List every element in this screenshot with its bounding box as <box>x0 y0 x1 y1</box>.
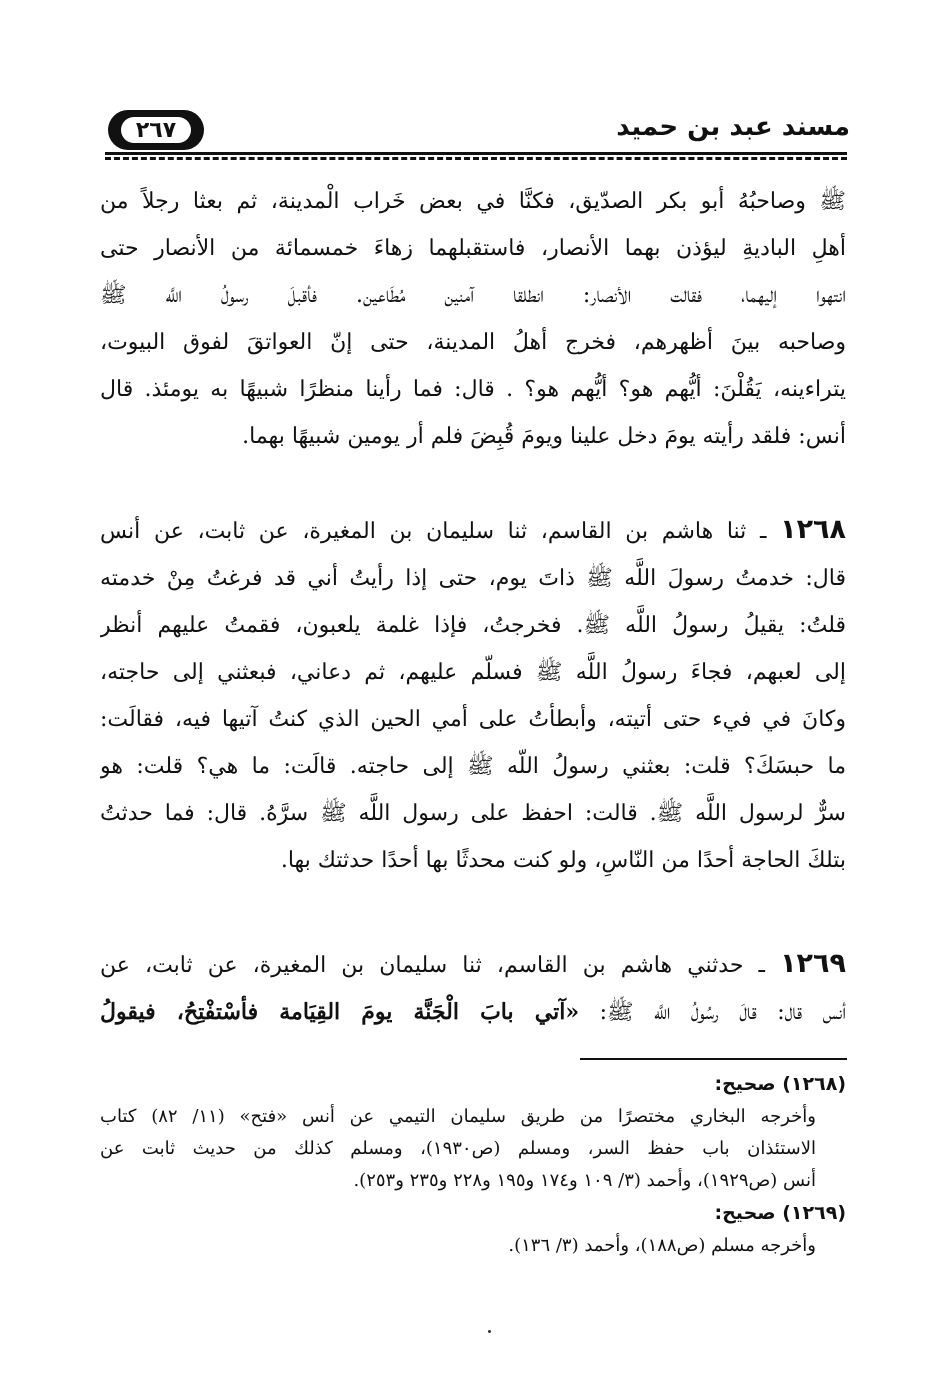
paragraph-continuation <box>100 178 846 460</box>
book-title: مسند عبد بن حميد <box>616 112 850 142</box>
text-line: ﷺ وصاحبُهُ أبو بكر الصدّيق، فكنَّا في بعض خَراب الْمدينة، ثم بعثا رجلاً من <box>100 189 846 214</box>
scan-speck <box>488 1330 491 1333</box>
text-line: وصاحبه بينَ أظهرهم، فخرج أهلُ المدينة، حتى إنّ العواتقَ لفوق البيوت، <box>100 330 846 355</box>
footnote-heading: (١٢٦٨) صحيح: <box>714 1073 846 1095</box>
footnote-line: وأخرجه مسلم (ص١٨٨)، وأحمد (٣/ ١٣٦). <box>508 1235 816 1256</box>
text-line: إلى لعبهم، فجاءَ رسولُ اللَّه ﷺ فسلّم عليهم، ثم دعاني، فبعثني إلى حاجته، <box>100 660 846 685</box>
header-divider-dashed <box>105 157 847 160</box>
footnote-1268 <box>100 1068 846 1197</box>
text-line: ما حبسَكَ؟ قلت: بعثني رسولُ اللّه ﷺ إلى حاجته. قالَت: ما هي؟ قلت: هو <box>100 754 846 779</box>
hadith-number: ١٢٦٩ <box>780 948 846 979</box>
text-line: وكانَ في فيء حتى أتيته، وأبطأتُ على أمي الحين الذي كنتُ آتيها فيه، فقالَت: <box>100 707 846 732</box>
text-line <box>100 989 846 1036</box>
text-line: انتهوا إليهما، فقالت الأنصار: انطلقا آمنين مُطَاعين. فأقبلَ رسولُ اللَّه ﷺ <box>100 283 846 308</box>
hadith-first-line <box>100 940 846 989</box>
footnote-divider <box>580 1058 847 1060</box>
text-line: أنس: فلقد رأيته يومَ دخل علينا ويومَ قُبِضَ فلم أر يومين شبيهًا بهما. <box>242 424 846 449</box>
text-line: سرٌّ لرسول اللَّه ﷺ. قالت: احفظ على رسول اللَّه ﷺ سرَّهُ. قال: فما حدثتُ <box>100 801 846 826</box>
header-divider <box>105 152 847 162</box>
text-line: بتلكَ الحاجة أحدًا من النّاسِ، ولو كنت محدثًا بها أحدًا حدثتك بها. <box>280 848 846 873</box>
footnote-1269 <box>100 1197 846 1262</box>
hadith-1269 <box>100 940 846 1036</box>
footnote-line: أنس (ص١٩٢٩)، وأحمد (٣/ ١٠٩ و١٧٤ و١٩٥ و٢٢٨ و٢٣٥ و٢٥٣). <box>353 1170 816 1191</box>
text-line: قلتُ: يقيلُ رسولُ اللَّه ﷺ. فخرجتُ، فإذا غلمة يلعبون، فقمتُ عليهم أنظر <box>100 613 846 638</box>
hadith-1268 <box>100 506 846 884</box>
text-line: يتراءينه، يَقُلْنَ: أيُّهم هو؟ أيُّهم هو؟ . قال: فما رأينا منظرًا شبيهًا به يومئذ. قال <box>100 377 846 402</box>
text-line: أهلِ الباديةِ ليؤذن بهما الأنصار، فاستقبلهما زهاءَ خمسمائة من الأنصار حتى <box>100 236 846 261</box>
footnotes <box>100 1068 846 1262</box>
page-header <box>100 100 850 158</box>
page-number-badge <box>108 110 204 150</box>
header-divider-solid <box>105 152 847 155</box>
page-number: ٢٦٧ <box>121 117 191 143</box>
footnote-line: وأخرجه البخاري مختصرًا من طريق سليمان التيمي عن أنس «فتح» (١١/ ٨٢) كتاب <box>100 1106 816 1127</box>
hadith-first-line-text: ـ ثنا هاشم بن القاسم، ثنا سليمان بن المغيرة، عن ثابت، عن أنس <box>100 519 767 544</box>
footnote-heading: (١٢٦٩) صحيح: <box>714 1202 846 1224</box>
text-line: قال: خدمتُ رسولَ اللَّه ﷺ ذاتَ يوم، حتى إذا رأيتُ أني قد فرغتُ مِنْ خدمته <box>100 566 846 591</box>
hadith-quote-text: «آتي بابَ الْجَنَّة يومَ القِيَامة فأسْتفْتِحُ، فيقولُ <box>100 999 580 1025</box>
footnote-line: الاستئذان باب حفظ السر، ومسلم (ص١٩٣٠)، ومسلم كذلك من حديث ثابت عن <box>100 1138 816 1159</box>
hadith-first-line <box>100 506 846 555</box>
hadith-intro-text: أنس قال: قالَ رسُولُ اللَّه ﷺ: <box>599 1000 846 1025</box>
hadith-number: ١٢٦٨ <box>780 514 846 545</box>
hadith-first-line-text: ـ حدثني هاشم بن القاسم، ثنا سليمان بن المغيرة، عن ثابت، عن <box>100 953 765 978</box>
